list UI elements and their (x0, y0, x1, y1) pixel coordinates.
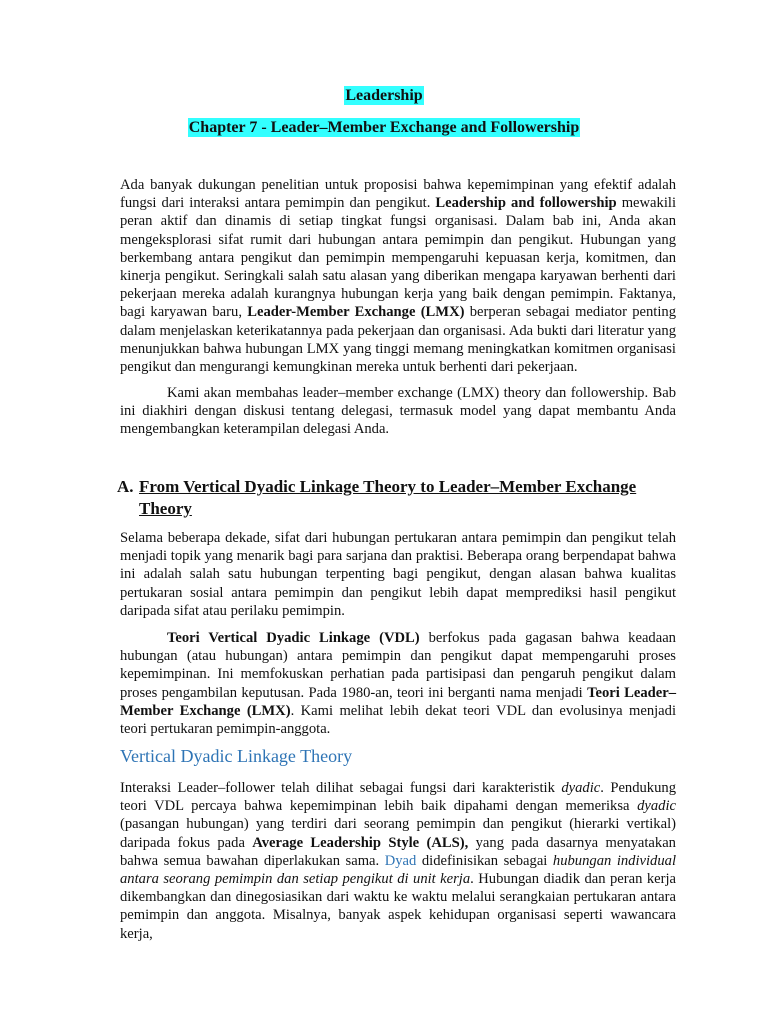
subsection-paragraph (120, 779, 676, 943)
sub-p-text-g: yang pada dasarnya menyatakan bahwa semua bawahan diperlakukan sama. (120, 834, 676, 869)
section-a-letter: A. (117, 477, 134, 496)
sub-p-dyad-term: Dyad (384, 852, 417, 869)
sub-p-bold-f: Average Leadership Style (ALS), (252, 834, 469, 851)
subsection-heading: Vertical Dyadic Linkage Theory (120, 746, 353, 766)
intro-p1-bold-d: Leader-Member Exchange (LMX) (247, 304, 465, 321)
sub-p-italic-d: dyadic (637, 798, 676, 815)
sub-p-italic-j: hubungan individual antara seorang pemimpin dan setiap pengikut di unit kerja (120, 852, 676, 888)
section-a-paragraph-1: Selama beberapa dekade, sifat dari hubungan pertukaran antara pemimpin dan pengikut telah menjadi topik yang menarik bagi para sarjana dan praktisi. Beberapa orang berpendapat bahwa ini adalah salah satu hubungan terpenting bagi pengikut, dengan alasan bahwa kualitas pertukaran sosial antara pemimpin dan pengikut lebih dapat memprediksi hasil pengikut daripada sifat atau perilaku pemimpin. (120, 530, 676, 619)
section-a-heading (117, 476, 679, 520)
section-a-p2-text-d: . Kami melihat lebih dekat teori VDL dan evolusinya menjadi teori pertukaran pemimpin-anggota. (120, 702, 677, 738)
sub-p-text-i: didefinisikan sebagai (416, 852, 553, 869)
section-a-title: From Vertical Dyadic Linkage Theory to Leader–Member Exchange Theory (139, 477, 637, 518)
intro-p1-text-a: Ada banyak dukungan penelitian untuk proposisi bahwa kepemimpinan yang efektif adalah fungsi dari interaksi antara pemimpin dan pengikut. (120, 177, 676, 212)
sub-p-text-a: Interaksi Leader–follower telah dilihat sebagai fungsi dari karakteristik (120, 780, 562, 796)
section-a-p2-bold-c: Teori Leader–Member Exchange (LMX) (120, 684, 676, 719)
section-a-p2-text-b: berfokus pada gagasan bahwa keadaan hubungan (atau hubungan) antara pemimpin dan pengikut dapat mempengaruhi proses kepemimpinan. Ini memfokuskan perhatian pada partisipasi dan pengaruh pengikut dalam proses pengambilan keputusan. Pada 1980-an, teori ini berganti nama menjadi (120, 630, 676, 701)
chapter-title-text: Chapter 7 - Leader–Member Exchange and Followership (188, 119, 580, 136)
sub-p-text-c: . Pendukung teori VDL percaya bahwa kepemimpinan lebih baik dipahami dengan memeriksa (120, 780, 676, 815)
intro-paragraph-1 (120, 176, 676, 376)
sub-p-italic-b: dyadic (561, 780, 601, 796)
intro-paragraph-2: Kami akan membahas leader–member exchange (LMX) theory dan followership. Bab ini diakhiri dengan diskusi tentang delegasi, termasuk model yang dapat membantu Anda mengembangkan keterampilan delegasi Anda. (120, 385, 676, 438)
document-title (0, 86, 768, 106)
sub-p-text-e: (pasangan hubungan) yang terdiri dari seorang pemimpin dan pengikut (hierarki vertikal) daripada fokus pada (120, 816, 676, 851)
sub-p-text-k: . Hubungan diadik dan peran kerja dikembangkan dan dinegosiasikan dari waktu ke waktu melalui serangkaian pertukaran antara pemimpin dan anggota. Misalnya, banyak aspek kehidupan organisasi seperti wawancara kerja, (120, 871, 677, 942)
chapter-title (0, 118, 768, 138)
section-a-p2-bold-a: Teori Vertical Dyadic Linkage (VDL) (167, 630, 420, 646)
intro-p1-bold-a: Leadership and followership (435, 195, 617, 212)
section-a-paragraph-2 (120, 629, 676, 738)
intro-p1-text-c: mewakili peran aktif dan dinamis di setiap tingkat fungsi organisasi. Dalam bab ini, Anda akan mengeksplorasi sifat rumit dari hubungan antara pemimpin dan pengikut. Hubungan yang berkembang antara pengikut dan pemimpin mempengaruhi kepuasan kerja, komitmen, dan kinerja pengikut. Seringkali salah satu alasan yang diberikan mengapa karyawan berhenti dari pekerjaan mereka adalah kurangnya hubungan kerja yang baik dengan pemimpin. Faktanya, bagi karyawan baru, (120, 195, 676, 321)
document-title-text: Leadership (345, 87, 423, 104)
intro-p1-text-e: berperan sebagai mediator penting dalam menjelaskan keterikatannya pada pekerjaan dan organisasi. Ada bukti dari literatur yang menunjukkan bahwa hubungan LMX yang tinggi memang meningkatkan komitmen organisasi pengikut dan mengurangi kemungkinan mereka untuk berhenti dari pekerjaan. (120, 304, 676, 376)
